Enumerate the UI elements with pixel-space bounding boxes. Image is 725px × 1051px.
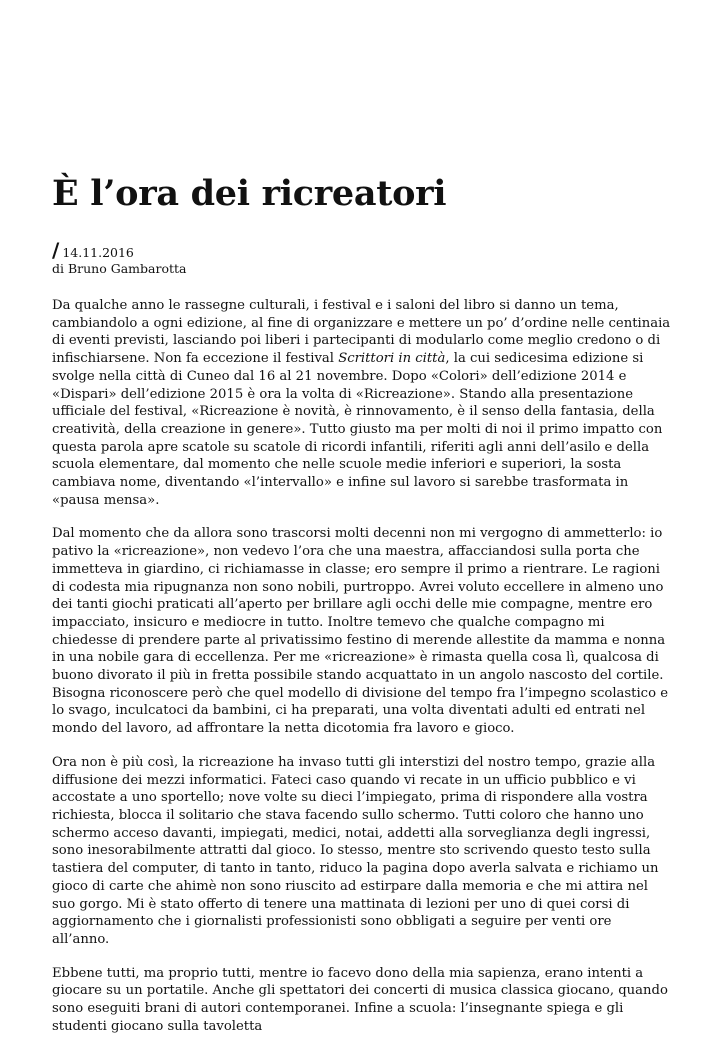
byline: di Bruno Gambarotta [52,261,187,276]
article-page [52,172,672,1051]
article-meta [52,238,672,277]
paragraph-1-part-a: Da qualche anno le rassegne culturali, i festival e i saloni del libro si danno un tema, cambiandolo a ogni edizione, al fine di organizzare e mettere un po’ d’ordine nelle centinaia di eventi previsti, lasciando poi liberi i partecipanti di modularlo come meglio credono o di infischiarsene. Non fa eccezione il festival [52,298,671,367]
paragraph-3: Ora non è più così, la ricreazione ha invaso tutti gli interstizi del nostro tempo, grazie alla diffusione dei mezzi informatici. Fateci caso quando vi recate in un ufficio pubblico e vi accostate a uno sportello; nove volte su dieci l’impiegato, prima di rispondere alla vostra richiesta, blocca il solitario che stava facendo sullo schermo. Tutti coloro che hanno uno schermo acceso davanti, impiegati, medici, notai, addetti alla sorveglianza degli ingressi, sono inesorabilmente attratti dal gioco. Io stesso, mentre sto scrivendo questo testo sulla tastiera del computer, di tanto in tanto, riduco la pagina dopo averla salvata e richiamo un gioco di carte che ahimè non sono riuscito ad estirpare dalla memoria e che mi attira nel suo gorgo. Mi è stato offerto di tenere una mattinata di lezioni per uno di quei corsi di aggiornamento che i giornalisti professionisti sono obbligati a seguire per venti ore all’anno. [52,754,659,947]
paragraph-4: Ebbene tutti, ma proprio tutti, mentre io facevo dono della mia sapienza, erano intenti a giocare su un portatile. Anche gli spettatori dei concerti di musica classica giocano, quando sono eseguiti brani di autori contemporanei. Infine a scuola: l’insegnante spiega e gli studenti giocano sulla tavoletta [52,965,668,1034]
festival-name: Scrittori in città [338,351,446,367]
date-line [52,238,672,262]
publication-date: 14.11.2016 [62,245,134,260]
paragraph-1-part-b: , la cui sedicesima edizione si svolge nella città di Cuneo dal 16 al 21 novembre. Dopo «Colori» dell’edizione 2014 e «Dispari» dell’edizione 2015 è ora la volta di «Ricreazione». Stando alla presentazione ufficiale del festival, «Ricreazione è novità, è rinnovamento, è il senso della fantasia, della creatività, della creazione in genere». Tutto giusto ma per molti di noi il primo impatto con questa parola apre scatole su scatole di ricordi infantili, riferiti agli anni dell’asilo e della scuola elementare, dal momento che nelle scuole medie inferiori e superiori, la sosta cambiava nome, diventando «l’intervallo» e infine sul lavoro si sarebbe trasformata in «pausa mensa». [52,351,663,508]
article-title: È l’ora dei ricreatori [52,173,447,214]
paragraph-2: Dal momento che da allora sono trascorsi molti decenni non mi vergogno di ammetterlo: io pativo la «ricreazione», non vedevo l’ora che una maestra, affacciandosi sulla porta che immetteva in giardino, ci richiamasse in classe; ero sempre il primo a rientrare. Le ragioni di codesta mia ripugnanza non sono nobili, purtroppo. Avrei voluto eccellere in almeno uno dei tanti giochi praticati all’aperto per brillare agli occhi delle mie compagne, mentre ero impacciato, insicuro e mediocre in tutto. Inoltre temevo che qualche compagno mi chiedesse di prendere parte al privatissimo festino di merende allestite da mamma e nonna in una nobile gara di eccellenza. Per me «ricreazione» è rimasta quella cosa lì, qualcosa di buono divorato il più in fretta possibile stando acquattato in un angolo nascosto del cortile. Bisogna riconoscere però che quel modello di divisione del tempo fra l’impegno scolastico e lo svago, inculcatoci da bambini, ci ha preparati, una volta diventati adulti ed entrati nel mondo del lavoro, ad affrontare la netta dicotomia fra lavoro e gioco. [52,526,669,737]
article-body [52,297,672,1035]
date-separator: / [52,238,60,262]
paragraph-1 [52,297,672,509]
